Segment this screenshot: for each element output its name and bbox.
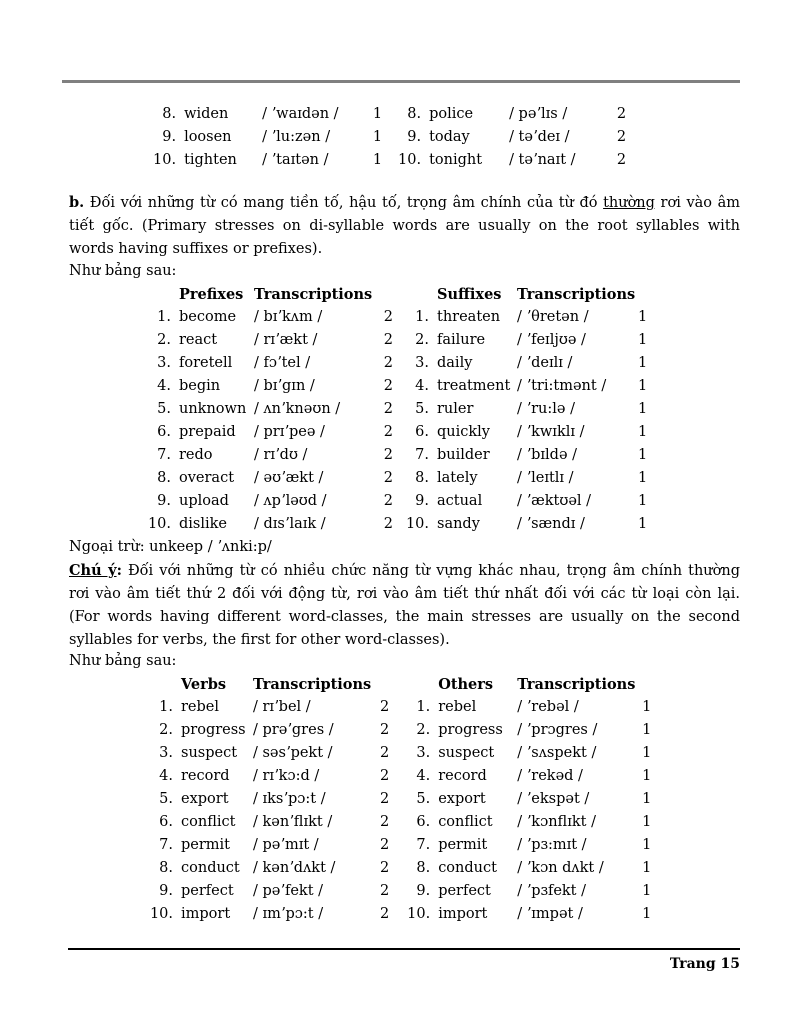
- exception-line: Ngoại trừ: unkeep / ʼʌnki:p/: [69, 539, 272, 555]
- stress-cell: 1: [642, 860, 652, 876]
- word-cell: export: [181, 791, 229, 807]
- section-b-underlined: thường: [603, 195, 655, 211]
- transcription-cell: / ʼru:lə /: [517, 401, 575, 417]
- stress-cell: 1: [642, 906, 652, 922]
- table-row: [146, 444, 647, 467]
- table-header-row: [146, 673, 651, 696]
- note-colon: :: [116, 562, 122, 579]
- transcription-cell: / rɪʼbel /: [253, 699, 311, 715]
- row-number: 2.: [157, 332, 171, 348]
- stress-cell: 1: [642, 814, 652, 830]
- word-cell: builder: [437, 447, 490, 463]
- table-row: [146, 857, 651, 880]
- transcription-cell: / ʼpɜfekt /: [517, 883, 587, 899]
- word-table-continued: [153, 103, 626, 172]
- word-cell: upload: [179, 493, 229, 509]
- transcription-cell: / təʼdeɪ /: [509, 129, 570, 145]
- stress-cell: 2: [383, 516, 393, 532]
- table-row: [146, 398, 647, 421]
- row-number: 5.: [415, 401, 429, 417]
- word-cell: rebel: [438, 699, 477, 715]
- stress-cell: 1: [642, 837, 652, 853]
- word-cell: rebel: [181, 699, 220, 715]
- word-cell: tighten: [184, 152, 237, 168]
- spacer-cell: [146, 283, 171, 306]
- word-cell: loosen: [184, 129, 232, 145]
- word-cell: overact: [179, 470, 235, 486]
- stress-cell: 2: [379, 722, 390, 738]
- transcription-cell: / ʼdeɪlɪ /: [517, 355, 573, 371]
- transcription-cell: / ʼtri:tmənt /: [517, 378, 607, 394]
- row-number: 8.: [416, 860, 431, 876]
- stress-cell: 1: [372, 106, 383, 122]
- row-number: 8.: [162, 106, 177, 122]
- transcription-cell: / ʌnʼknəʊn /: [254, 401, 341, 417]
- word-cell: dislike: [179, 516, 228, 532]
- stress-cell: 2: [379, 837, 390, 853]
- row-number: 4.: [157, 378, 171, 394]
- transcription-cell: / pəʼmɪt /: [253, 837, 319, 853]
- stress-cell: 2: [383, 332, 393, 348]
- table-row: [146, 306, 647, 329]
- row-number: 3.: [415, 355, 429, 371]
- table-row: [146, 421, 647, 444]
- transcription-cell: / təʼnaɪt /: [509, 152, 576, 168]
- stress-cell: 1: [642, 768, 652, 784]
- stress-cell: 2: [383, 447, 393, 463]
- spacer-cell: [371, 673, 389, 696]
- word-cell: treatment: [437, 378, 511, 394]
- spacer-cell: [635, 673, 651, 696]
- table-row: [146, 765, 651, 788]
- note-paragraph: [69, 559, 740, 652]
- stress-cell: 2: [616, 106, 627, 122]
- row-number: 9.: [416, 883, 431, 899]
- row-number: 9.: [162, 129, 177, 145]
- transcription-cell: / ʼwaɪdən /: [262, 106, 339, 122]
- stress-cell: 1: [637, 332, 648, 348]
- table-row: [146, 696, 651, 719]
- transcription-cell: / ʼsændɪ /: [517, 516, 585, 532]
- stress-cell: 1: [637, 309, 648, 325]
- transcription-cell: / ʌpʼləʊd /: [254, 493, 327, 509]
- row-number: 4.: [416, 768, 431, 784]
- row-number: 9.: [407, 129, 422, 145]
- stress-cell: 2: [383, 401, 393, 417]
- stress-cell: 2: [379, 860, 390, 876]
- row-number: 10.: [149, 906, 173, 922]
- row-number: 2.: [416, 722, 431, 738]
- stress-cell: 2: [383, 378, 393, 394]
- word-cell: perfect: [438, 883, 491, 899]
- row-number: 10.: [147, 516, 171, 532]
- row-number: 5.: [157, 401, 171, 417]
- table-row: [146, 811, 651, 834]
- transcription-cell: / ɪksʼpɔ:t /: [253, 791, 326, 807]
- row-number: 7.: [157, 447, 171, 463]
- table-row: [146, 903, 651, 926]
- page-number: Trang 15: [669, 956, 740, 972]
- row-number: 6.: [159, 814, 173, 830]
- word-cell: lately: [437, 470, 478, 486]
- transcription-cell: / ʼæktʊəl /: [517, 493, 592, 509]
- row-number: 9.: [159, 883, 173, 899]
- row-number: 4.: [159, 768, 173, 784]
- note-text: Đối với những từ có nhiều chức năng từ vựng khác nhau, trọng âm chính thường rơi vào âm tiết thứ 2 đối với động từ, rơi vào âm tiết thứ nhất đối với các từ loại còn lại. (For words having different word-classes, the main stresses are usually on the second syllables for verbs, the first for other word-classes).: [69, 563, 740, 648]
- transcription-cell: / fɔʼtel /: [254, 355, 311, 371]
- row-number: 6.: [415, 424, 429, 440]
- verb-others-table: [146, 673, 651, 926]
- table-row: [146, 513, 647, 536]
- transcription-cell: / pəʼlɪs /: [509, 106, 568, 122]
- stress-cell: 2: [379, 906, 390, 922]
- spacer-cell: [146, 673, 173, 696]
- transcription-cell: / dɪsʼlaɪk /: [254, 516, 326, 532]
- table-row: [153, 103, 626, 126]
- stress-cell: 2: [379, 883, 390, 899]
- table-row: [146, 329, 647, 352]
- row-number: 6.: [157, 424, 171, 440]
- word-cell: sandy: [437, 516, 480, 532]
- row-number: 9.: [157, 493, 171, 509]
- row-number: 7.: [416, 837, 431, 853]
- section-b-label: b.: [69, 194, 85, 211]
- table-row: [146, 880, 651, 903]
- column-header: Transcriptions: [517, 676, 636, 693]
- stress-cell: 1: [637, 378, 648, 394]
- word-cell: export: [438, 791, 486, 807]
- table-header-row: [146, 283, 647, 306]
- column-header: Transcriptions: [254, 286, 373, 303]
- transcription-cell: / ʼpɜ:mɪt /: [517, 837, 587, 853]
- stress-cell: 1: [642, 699, 652, 715]
- transcription-cell: / prəʼgres /: [253, 722, 334, 738]
- table-row: [146, 834, 651, 857]
- section-b-text-1: Đối với những từ có mang tiền tố, hậu tố, trọng âm chính của từ đó: [84, 195, 604, 211]
- row-number: 10.: [407, 906, 431, 922]
- word-cell: quickly: [437, 424, 490, 440]
- word-cell: suspect: [438, 745, 495, 761]
- row-number: 7.: [159, 837, 173, 853]
- transcription-cell: / kənʼflɪkt /: [253, 814, 333, 830]
- note-label: Chú ý: [69, 562, 117, 579]
- table-row: [146, 719, 651, 742]
- transcription-cell: / rɪʼækt /: [254, 332, 318, 348]
- column-header: Verbs: [181, 676, 227, 693]
- column-header: Transcriptions: [253, 676, 372, 693]
- table-row: [146, 742, 651, 765]
- row-number: 5.: [416, 791, 431, 807]
- row-number: 4.: [415, 378, 429, 394]
- row-number: 1.: [157, 309, 171, 325]
- table-row: [146, 467, 647, 490]
- transcription-cell: / səsʼpekt /: [253, 745, 333, 761]
- row-number: 10.: [405, 516, 429, 532]
- stress-cell: 2: [383, 493, 393, 509]
- stress-cell: 1: [642, 722, 652, 738]
- row-number: 10.: [153, 152, 177, 168]
- word-cell: conduct: [181, 860, 240, 876]
- row-number: 7.: [415, 447, 429, 463]
- transcription-cell: / ʼbɪldə /: [517, 447, 578, 463]
- word-cell: prepaid: [179, 424, 236, 440]
- row-number: 6.: [416, 814, 431, 830]
- stress-cell: 2: [383, 355, 393, 371]
- transcription-cell: / pəʼfekt /: [253, 883, 324, 899]
- word-cell: record: [181, 768, 230, 784]
- stress-cell: 1: [637, 401, 648, 417]
- word-cell: perfect: [181, 883, 234, 899]
- word-cell: ruler: [437, 401, 474, 417]
- stress-cell: 1: [637, 424, 648, 440]
- stress-cell: 2: [379, 791, 390, 807]
- word-cell: redo: [179, 447, 213, 463]
- transcription-cell: / rɪʼkɔ:d /: [253, 768, 320, 784]
- transcription-cell: / əʊʼækt /: [254, 470, 324, 486]
- word-cell: conduct: [438, 860, 497, 876]
- word-cell: failure: [437, 332, 486, 348]
- footer-rule: [68, 948, 740, 950]
- spacer-cell: [374, 283, 393, 306]
- row-number: 2.: [415, 332, 429, 348]
- table-intro-2: Như bảng sau:: [69, 653, 177, 669]
- spacer-cell: [393, 283, 429, 306]
- column-header: Suffixes: [437, 286, 502, 303]
- stress-cell: 2: [383, 309, 393, 325]
- row-number: 1.: [159, 699, 173, 715]
- stress-cell: 1: [637, 355, 648, 371]
- stress-cell: 2: [379, 745, 390, 761]
- word-cell: threaten: [437, 309, 501, 325]
- table-row: [153, 126, 626, 149]
- transcription-cell: / ʼfeɪljʊə /: [517, 332, 586, 348]
- table-row: [146, 490, 647, 513]
- stress-cell: 1: [372, 152, 383, 168]
- transcription-cell: / ʼlu:zən /: [262, 129, 331, 145]
- row-number: 8.: [157, 470, 171, 486]
- transcription-cell: / prɪʼpeə /: [254, 424, 325, 440]
- transcription-cell: / kənʼdʌkt /: [253, 860, 336, 876]
- transcription-cell: / ʼtaɪtən /: [262, 152, 329, 168]
- word-cell: actual: [437, 493, 483, 509]
- word-cell: conflict: [438, 814, 493, 830]
- stress-cell: 1: [637, 447, 648, 463]
- word-cell: tonight: [429, 152, 483, 168]
- word-cell: progress: [181, 722, 246, 738]
- transcription-cell: / bɪʼkʌm /: [254, 309, 323, 325]
- stress-cell: 2: [616, 129, 627, 145]
- stress-cell: 1: [642, 883, 652, 899]
- stress-cell: 1: [642, 791, 652, 807]
- transcription-cell: / rɪʼdʊ /: [254, 447, 308, 463]
- word-cell: permit: [438, 837, 488, 853]
- spacer-cell: [389, 673, 430, 696]
- spacer-cell: [635, 283, 647, 306]
- stress-cell: 1: [372, 129, 383, 145]
- word-cell: unknown: [179, 401, 247, 417]
- word-cell: permit: [181, 837, 231, 853]
- row-number: 1.: [416, 699, 431, 715]
- transcription-cell: / ʼkɔnflɪkt /: [517, 814, 596, 830]
- transcription-cell: / ʼleɪtlɪ /: [517, 470, 574, 486]
- row-number: 3.: [159, 745, 173, 761]
- table-row: [153, 149, 626, 172]
- column-header: Transcriptions: [517, 286, 636, 303]
- row-number: 1.: [415, 309, 429, 325]
- stress-cell: 2: [379, 699, 390, 715]
- word-cell: suspect: [181, 745, 238, 761]
- row-number: 3.: [416, 745, 431, 761]
- row-number: 8.: [415, 470, 429, 486]
- table-intro-1: Như bảng sau:: [69, 263, 177, 279]
- header-rule: [62, 80, 740, 83]
- stress-cell: 2: [379, 768, 390, 784]
- row-number: 10.: [398, 152, 422, 168]
- table-row: [146, 375, 647, 398]
- row-number: 5.: [159, 791, 173, 807]
- word-cell: begin: [179, 378, 221, 394]
- word-cell: import: [438, 906, 488, 922]
- transcription-cell: / ʼprɔgres /: [517, 722, 598, 738]
- row-number: 8.: [407, 106, 422, 122]
- stress-cell: 2: [383, 470, 393, 486]
- transcription-cell: / ʼrebəl /: [517, 699, 579, 715]
- column-header: Others: [438, 676, 494, 693]
- transcription-cell: / ʼθretən /: [517, 309, 589, 325]
- word-cell: react: [179, 332, 218, 348]
- row-number: 9.: [415, 493, 429, 509]
- word-cell: foretell: [179, 355, 233, 371]
- transcription-cell: / ʼsʌspekt /: [517, 745, 597, 761]
- word-cell: conflict: [181, 814, 236, 830]
- stress-cell: 1: [637, 493, 648, 509]
- transcription-cell: / ʼkɔn dʌkt /: [517, 860, 604, 876]
- word-cell: daily: [437, 355, 473, 371]
- transcription-cell: / ɪmʼpɔ:t /: [253, 906, 324, 922]
- word-cell: widen: [184, 106, 229, 122]
- table-row: [146, 788, 651, 811]
- stress-cell: 2: [383, 424, 393, 440]
- row-number: 2.: [159, 722, 173, 738]
- stress-cell: 2: [379, 814, 390, 830]
- word-cell: become: [179, 309, 237, 325]
- stress-cell: 1: [637, 516, 648, 532]
- row-number: 8.: [159, 860, 173, 876]
- word-cell: police: [429, 106, 474, 122]
- word-cell: record: [438, 768, 487, 784]
- word-cell: progress: [438, 722, 503, 738]
- stress-cell: 1: [642, 745, 652, 761]
- prefix-suffix-table: [146, 283, 647, 536]
- word-cell: today: [429, 129, 470, 145]
- stress-cell: 2: [616, 152, 627, 168]
- transcription-cell: / ʼrekəd /: [517, 768, 583, 784]
- transcription-cell: / bɪʼgɪn /: [254, 378, 315, 394]
- table-row: [146, 352, 647, 375]
- row-number: 3.: [157, 355, 171, 371]
- stress-cell: 1: [637, 470, 648, 486]
- section-b-text-2: rơi vào âm tiết gốc. (Primary stresses on di-syllable words are usually on the root syllables with words having suffixes or prefixes).: [69, 195, 741, 257]
- section-b-paragraph: [69, 191, 740, 261]
- transcription-cell: / ʼɪmpət /: [517, 906, 583, 922]
- transcription-cell: / ʼekspət /: [517, 791, 590, 807]
- word-cell: import: [181, 906, 231, 922]
- transcription-cell: / ʼkwɪklɪ /: [517, 424, 585, 440]
- column-header: Prefixes: [179, 286, 244, 303]
